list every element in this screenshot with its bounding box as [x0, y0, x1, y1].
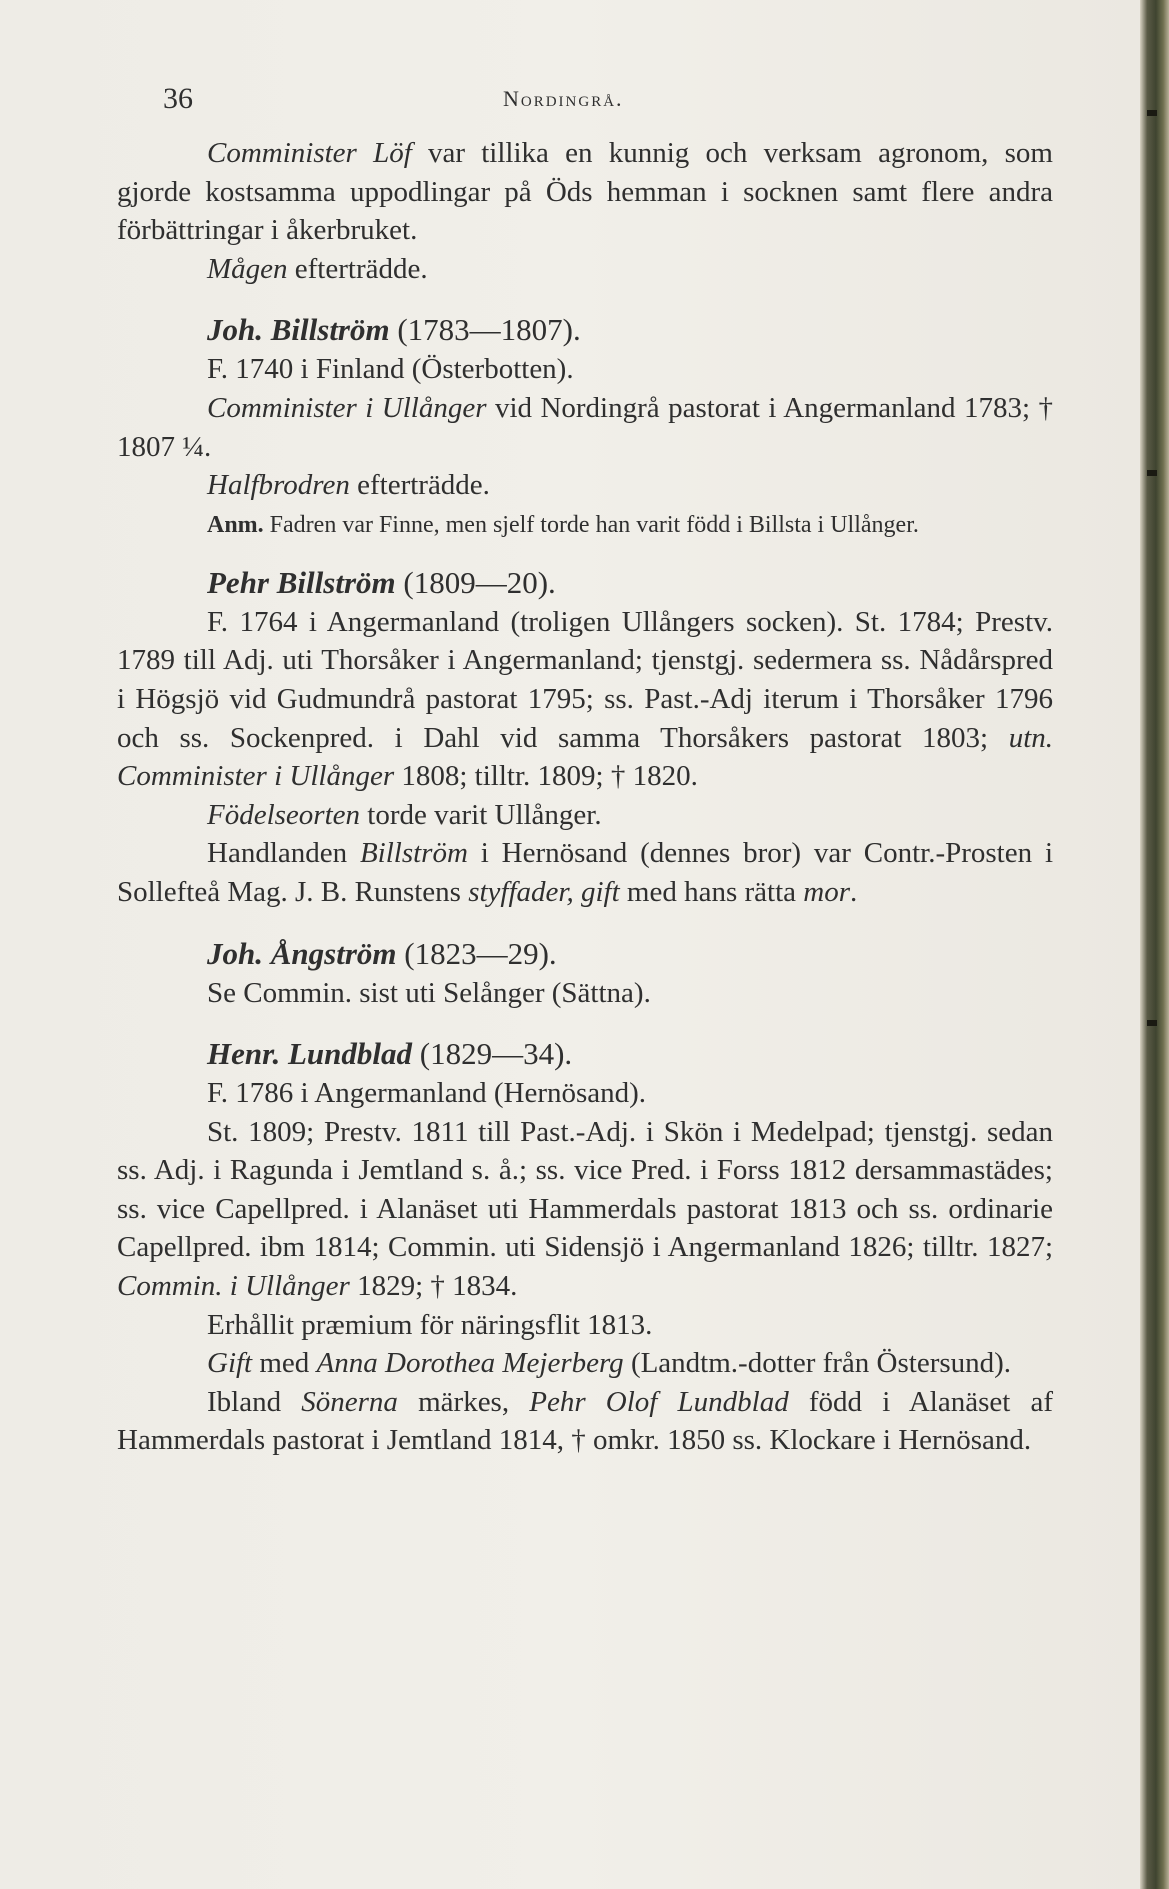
paragraph-text: vid Nordingrå pastorat i Angermanland 1783; † 1807 ¼.	[117, 391, 1053, 463]
paragraph-text: i Hernösand (dennes bror) var Contr.-Prosten i Sollefteå Mag. J. B. Runstens	[117, 837, 1053, 908]
running-head: Nordingrå.	[503, 86, 624, 111]
italic-term: Comminister Löf	[207, 137, 412, 169]
paragraph	[117, 1383, 1053, 1460]
paragraph-text: (Landtm.-dotter från Östersund).	[623, 1347, 1012, 1380]
italic-term: Comminister i Ullånger	[207, 391, 487, 424]
paragraph	[117, 250, 1053, 289]
note-text: Fadren var Finne, men sjelf torde han varit född i Billsta i Ullånger.	[263, 511, 919, 538]
paragraph-text: 1808; tilltr. 1809; † 1820.	[394, 760, 698, 793]
entry-name: Joh. Ångström	[207, 935, 397, 971]
entry-heading	[117, 310, 1053, 350]
paragraph-text: F. 1786 i Angermanland (Hernösand).	[207, 1077, 647, 1110]
paragraph-text: märkes,	[397, 1385, 530, 1418]
paragraph	[117, 1113, 1053, 1306]
entry-name: Joh. Billström	[207, 312, 390, 348]
page-edge-scan-border	[1140, 0, 1169, 1889]
entry-years: (1829—34).	[412, 1036, 573, 1072]
paragraph-text: .	[850, 875, 858, 908]
italic-term: Pehr Olof Lundblad	[529, 1385, 789, 1418]
paragraph	[117, 834, 1053, 911]
paragraph-text: Ibland	[207, 1385, 302, 1418]
paragraph-text: född i Alanäset af Hammerdals pastorat i Jemtland 1814, † omkr. 1850 ss. Klockare i Hernösand.	[117, 1385, 1053, 1457]
paragraph	[117, 350, 1053, 389]
italic-term: mor	[803, 875, 850, 908]
scan-mark	[1147, 1020, 1157, 1026]
paragraph	[117, 1306, 1053, 1345]
paragraph	[117, 974, 1053, 1013]
paragraph-text: efterträdde.	[349, 469, 490, 502]
paragraph	[117, 134, 1053, 250]
entry-years: (1783—1807).	[389, 312, 581, 348]
paragraph-text: St. 1809; Prestv. 1811 till Past.-Adj. i Skön i Medelpad; tjenstgj. sedan ss. Adj. i Ragunda i Jemtland s. å.; ss. vice Pred. i Forss 1812 dersammastädes; ss. vice Capellpred. i Alanäset uti Hammerdals pastorat 1813 och ss. ordinarie Capellpred. ibm 1814; Commin. uti Sidensjö i Angermanland 1826; tilltr. 1827;	[117, 1115, 1053, 1264]
paragraph-text: med	[252, 1347, 317, 1380]
paragraph-text: Erhållit præmium för näringsflit 1813.	[207, 1308, 653, 1341]
page-body	[117, 134, 1053, 1460]
paragraph	[117, 1344, 1053, 1383]
paragraph	[117, 466, 1053, 505]
entry-years: (1823—29).	[396, 935, 557, 971]
scan-mark	[1147, 110, 1157, 116]
paragraph	[117, 603, 1053, 796]
paragraph	[117, 796, 1053, 835]
italic-term: utn. Comminister i Ullånger	[117, 721, 1053, 793]
paragraph-text: torde varit Ullånger.	[360, 798, 602, 831]
italic-term: Halfbrodren	[207, 469, 350, 502]
entry-name: Pehr Billström	[207, 564, 396, 600]
page-number: 36	[163, 82, 193, 115]
paragraph-text: F. 1740 i Finland (Österbotten).	[207, 353, 574, 386]
entry-years: (1809—20).	[395, 564, 556, 600]
italic-term: Anna Dorothea Mejerberg	[316, 1347, 624, 1380]
italic-term: Mågen	[207, 252, 288, 285]
paragraph	[117, 389, 1053, 466]
entry-heading	[117, 563, 1053, 603]
italic-term: styffader, gift	[468, 875, 620, 908]
annotation-note	[117, 509, 1053, 541]
page-header	[163, 82, 1023, 116]
entry-heading	[117, 1034, 1053, 1074]
italic-term: Billström	[359, 837, 468, 870]
italic-term: Commin. i Ullånger	[117, 1270, 350, 1303]
paragraph-text: med hans rätta	[619, 875, 804, 908]
italic-term: Gift	[207, 1347, 253, 1380]
paragraph-text: 1829; † 1834.	[349, 1270, 518, 1303]
entry-name: Henr. Lundblad	[207, 1036, 412, 1072]
italic-term: Sönerna	[301, 1385, 398, 1418]
paragraph	[117, 1074, 1053, 1113]
paragraph-text: var tillika en kunnig och verksam agronom, som gjorde kostsamma uppodlingar på Öds hemman i socknen samt flere andra förbättringar i åkerbruket.	[117, 137, 1053, 247]
paragraph-text: Se Commin. sist uti Selånger (Sättna).	[207, 976, 651, 1009]
paragraph-text: Handlanden	[207, 837, 360, 870]
paragraph-text: F. 1764 i Angermanland (troligen Ullångers socken). St. 1784; Prestv. 1789 till Adj. uti Thorsåker i Angermanland; tjenstgj. sedermera ss. Nådårspred i Högsjö vid Gudmundrå pastorat 1795; ss. Past.-Adj iterum i Thorsåker 1796 och ss. Sockenpred. i Dahl vid samma Thorsåkers pastorat 1803;	[117, 605, 1053, 754]
note-label: Anm.	[207, 511, 264, 538]
scan-mark	[1147, 470, 1157, 476]
entry-heading	[117, 934, 1053, 974]
paragraph-text: efterträdde.	[287, 252, 428, 285]
italic-term: Födelseorten	[207, 798, 361, 831]
